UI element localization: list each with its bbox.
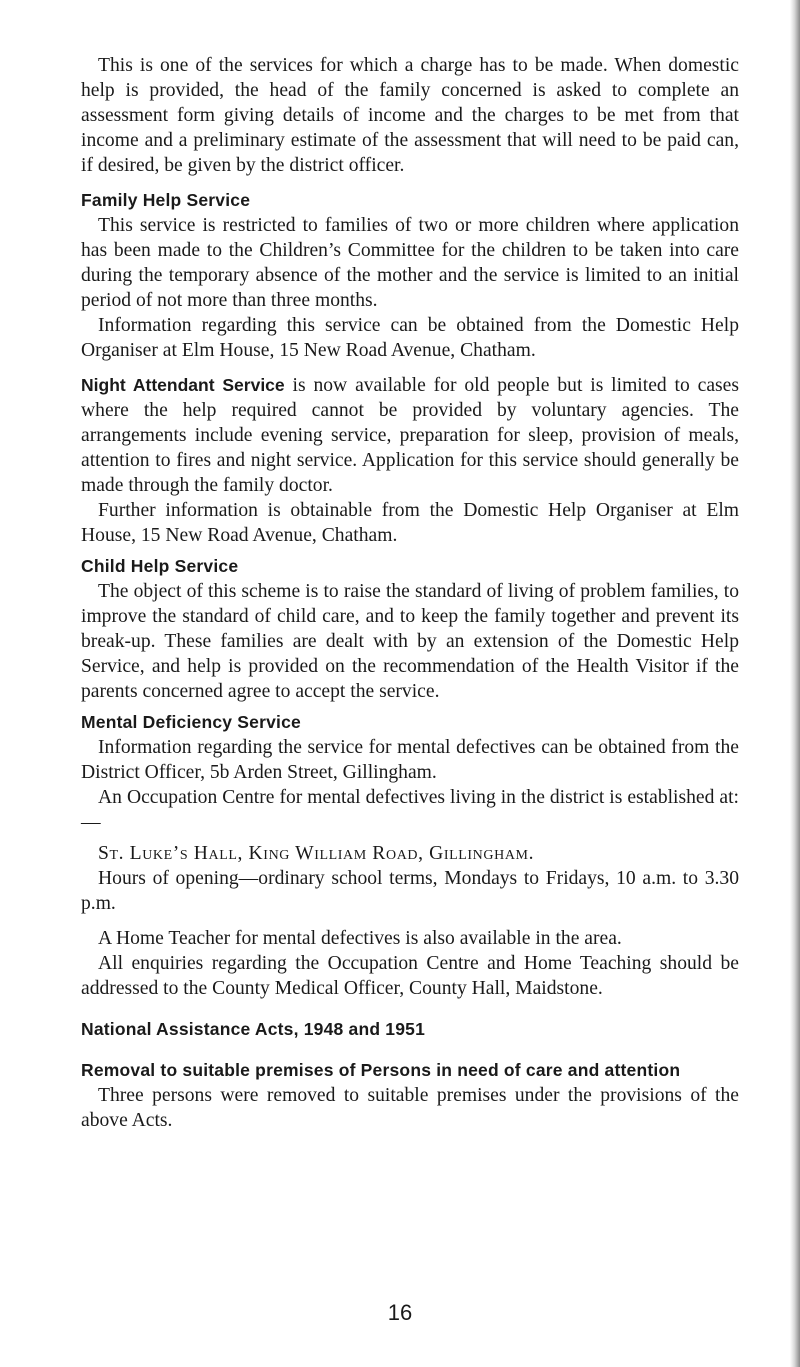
document-page — [81, 53, 739, 1133]
child-help-heading: Child Help Service — [81, 556, 239, 576]
mental-deficiency-paragraph-3: A Home Teacher for mental defectives is also available in the area. — [98, 928, 622, 949]
removal-subheading: Removal to suitable premises of Persons in need of care and attention — [81, 1060, 681, 1080]
intro-paragraph: This is one of the services for which a charge has to be made. When domestic help is provided, the head of the family concerned is asked to complete an assessment form giving details of income and the charges to be met from that income and a preliminary estimate of the assessment that will need to be paid can, if desired, be given by the district officer. — [81, 55, 739, 176]
mental-deficiency-paragraph-4: All enquiries regarding the Occupation Centre and Home Teaching should be addressed to the County Medical Officer, County Hall, Maidstone. — [81, 953, 739, 999]
night-attendant-text: is now available for old people but is limited to cases where the help required cannot be provided by voluntary agencies. The arrangements include evening service, preparation for sleep, provision of meals, attention to fires and night service. Application for this service should generally be made through the family doctor. — [81, 375, 740, 496]
family-help-paragraph-2: Information regarding this service can be obtained from the Domestic Help Organiser at Elm House, 15 New Road Avenue, Chatham. — [81, 315, 739, 361]
family-help-heading: Family Help Service — [81, 190, 251, 210]
national-assistance-heading: National Assistance Acts, 1948 and 1951 — [81, 1019, 426, 1039]
night-attendant-heading: Night Attendant Service — [81, 375, 285, 395]
occupation-centre-hours: Hours of opening—ordinary school terms, Mondays to Fridays, 10 a.m. to 3.30 p.m. — [81, 868, 739, 914]
national-assistance-paragraph-1: Three persons were removed to suitable premises under the provisions of the above Acts. — [81, 1085, 739, 1131]
night-attendant-paragraph-1 — [81, 373, 739, 498]
occupation-centre-address: St. Luke’s Hall, King William Road, Gillingham. — [98, 843, 535, 864]
page-edge-shadow — [790, 0, 800, 1367]
night-attendant-paragraph-2: Further information is obtainable from the Domestic Help Organiser at Elm House, 15 New Road Avenue, Chatham. — [81, 500, 739, 546]
mental-deficiency-paragraph-1: Information regarding the service for mental defectives can be obtained from the District Officer, 5b Arden Street, Gillingham. — [81, 737, 739, 783]
page-number: 16 — [387, 1300, 413, 1325]
mental-deficiency-paragraph-2: An Occupation Centre for mental defectives living in the district is established at:— — [81, 787, 739, 833]
mental-deficiency-heading: Mental Deficiency Service — [81, 712, 301, 732]
family-help-paragraph-1: This service is restricted to families of two or more children where application has been made to the Children’s Committee for the children to be taken into care during the temporary absence of the mother and the service is limited to an initial period of not more than three months. — [81, 215, 739, 311]
child-help-paragraph-1: The object of this scheme is to raise the standard of living of problem families, to improve the standard of child care, and to keep the family together and prevent its break-up. These families are dealt with by an extension of the Domestic Help Service, and help is provided on the recommendation of the Health Visitor if the parents concerned agree to accept the service. — [81, 581, 739, 702]
